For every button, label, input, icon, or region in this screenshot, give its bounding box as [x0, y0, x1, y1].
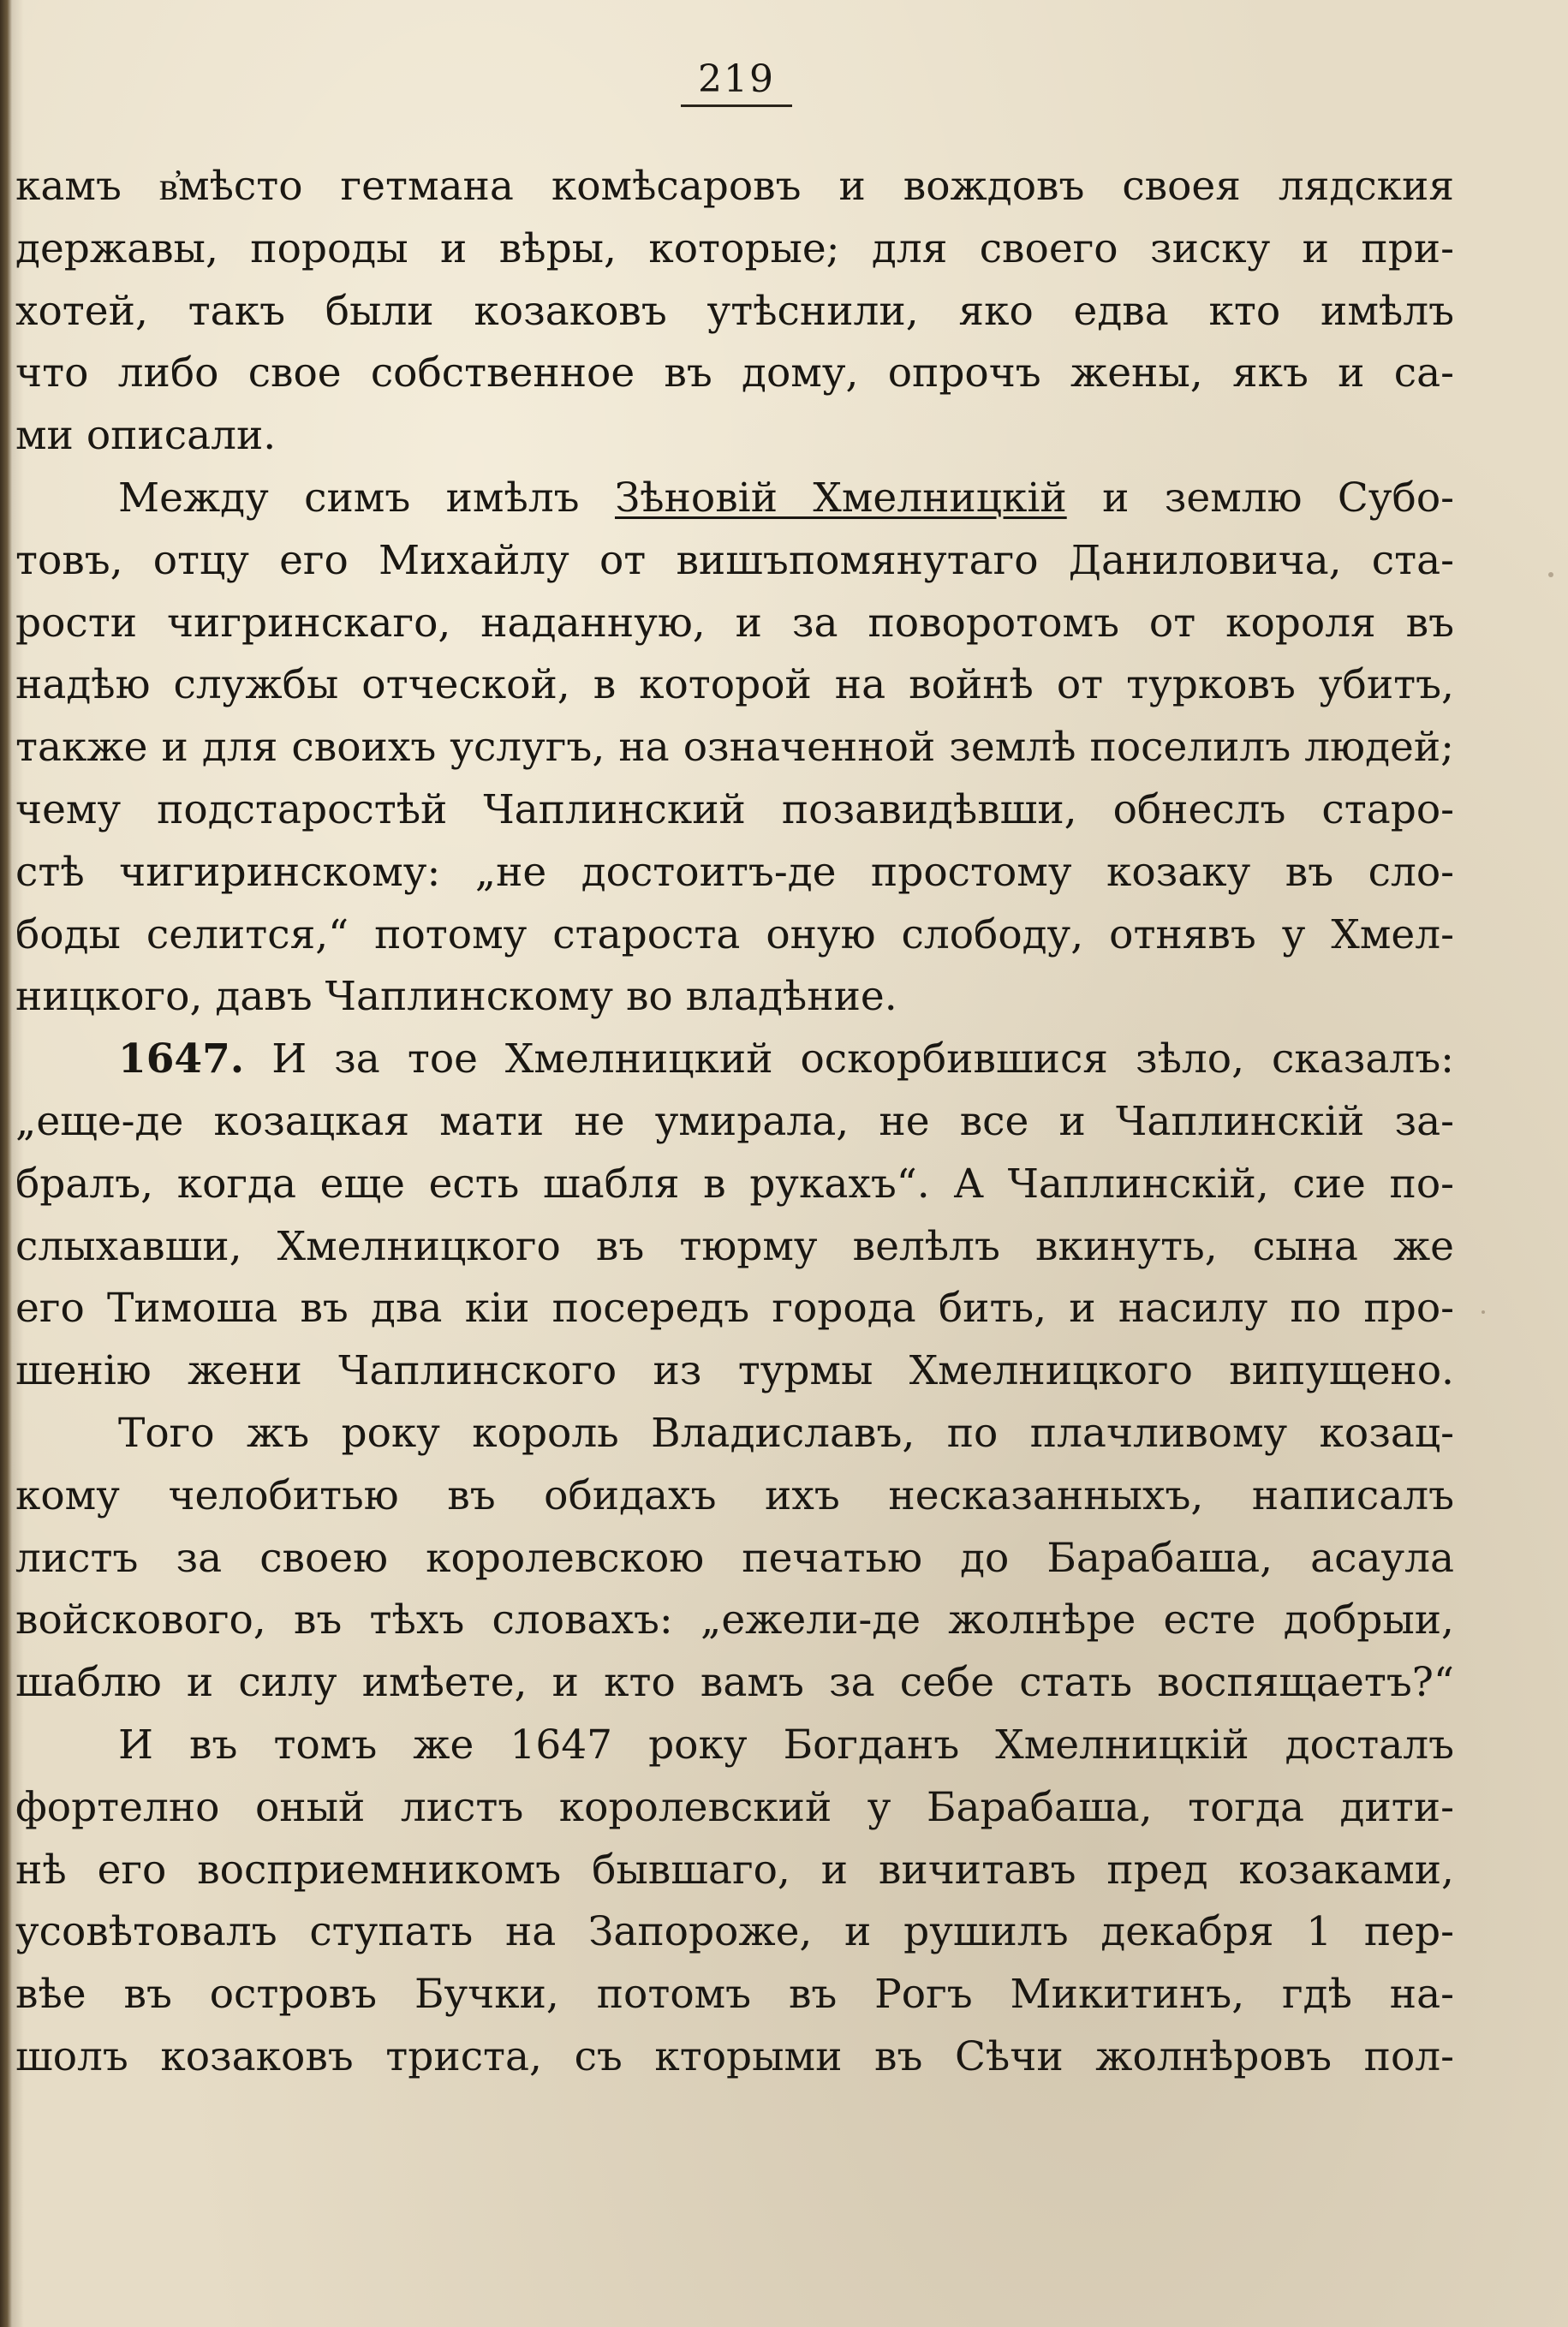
paper-speck	[1548, 572, 1553, 577]
page-binding-edge	[0, 0, 12, 2327]
text-fragment: и землю Субо-	[1102, 474, 1454, 522]
text-line: усовѣтовалъ ступать на Запороже, и рушилъ декабря 1 пер-	[15, 1908, 1454, 1956]
text-line	[15, 1029, 1454, 1091]
text-line: хотей, такъ были козаковъ утѣснили, яко едва кто имѣлъ	[15, 287, 1454, 335]
body-text	[15, 156, 1454, 2089]
text-line: рости чигринскаго, наданную, и за поворотомъ от короля въ	[15, 599, 1454, 647]
text-line: нѣ его восприемникомъ бывшаго, и вичитавъ пред козаками,	[15, 1846, 1454, 1894]
text-line: товъ, отцу его Михайлу от вишъпомянутаго Даниловича, ста-	[15, 536, 1454, 584]
page-number-rule	[681, 104, 792, 107]
text-line: его Тимоша въ два кіи посередъ города бить, и насилу по про-	[15, 1285, 1454, 1333]
text-line: листъ за своею королевскою печатью до Барабаша, асаула	[15, 1534, 1454, 1582]
text-line: войскового, въ тѣхъ словахъ: „ежели-де жолнѣре есте добрыи,	[15, 1596, 1454, 1644]
text-line: державы, породы и вѣры, которые; для своего зиску и при-	[15, 224, 1454, 272]
text-line: ми описали.	[15, 412, 277, 460]
text-line	[15, 468, 1454, 530]
text-line: также и для своихъ услугъ, на означенной землѣ поселилъ людей;	[15, 724, 1454, 772]
text-fragment: И за тое Хмелницкий оскорбившися зѣло, сказалъ:	[271, 1035, 1454, 1083]
text-line: Того жъ року король Владиславъ, по плачливому козац-	[118, 1409, 1454, 1457]
text-line: шолъ козаковъ триста, съ кторыми въ Сѣчи жолнѣровъ пол-	[15, 2032, 1454, 2080]
underlined-name: Зѣновій Хмелницкій	[614, 474, 1067, 522]
page-number: 219	[698, 57, 775, 101]
text-line: фортелно оный листъ королевский у Барабаша, тогда дити-	[15, 1783, 1454, 1831]
text-line: бралъ, когда еще есть шабля в рукахъ“. А Чаплинскій, сие по-	[15, 1160, 1454, 1208]
text-line: шенію жени Чаплинского из турмы Хмелницкого випущено.	[15, 1347, 1454, 1395]
text-line: „еще-де козацкая мати не умирала, не все и Чаплинскій за-	[15, 1097, 1454, 1145]
text-line: шаблю и силу имѣете, и кто вамъ за себе стать воспящаетъ?“	[15, 1659, 1454, 1707]
text-line: И въ томъ же 1647 року Богданъ Хмелницкій досталъ	[118, 1721, 1454, 1769]
text-line: надѣю службы отческой, в которой на войнѣ от турковъ убитъ,	[15, 661, 1454, 709]
text-line: ницкого, давъ Чаплинскому во владѣние.	[15, 973, 897, 1021]
text-line: что либо свое собственное въ дому, опрочъ жены, якъ и са-	[15, 349, 1454, 397]
text-line: камъ в҆мѣсто гетмана комѣсаровъ и вождовъ своея лядския	[15, 163, 1454, 210]
text-line: вѣе въ островъ Бучки, потомъ въ Рогъ Микитинъ, гдѣ на-	[15, 1971, 1454, 2019]
text-line: кому челобитью въ обидахъ ихъ несказанныхъ, написалъ	[15, 1471, 1454, 1519]
text-line: слыхавши, Хмелницкого въ тюрму велѣлъ вкинуть, сына же	[15, 1222, 1454, 1270]
paper-speck	[1482, 1310, 1485, 1314]
text-line: чему подстаростѣй Чаплинский позавидѣвши, обнеслъ старо-	[15, 785, 1454, 833]
text-fragment: Между симъ имѣлъ	[118, 474, 580, 522]
year-heading: 1647.	[118, 1035, 245, 1083]
text-line: стѣ чигиринскому: „не достоитъ-де простому козаку въ сло-	[15, 848, 1454, 896]
text-line: боды селится,“ потому староста оную слободу, отнявъ у Хмел-	[15, 910, 1454, 958]
